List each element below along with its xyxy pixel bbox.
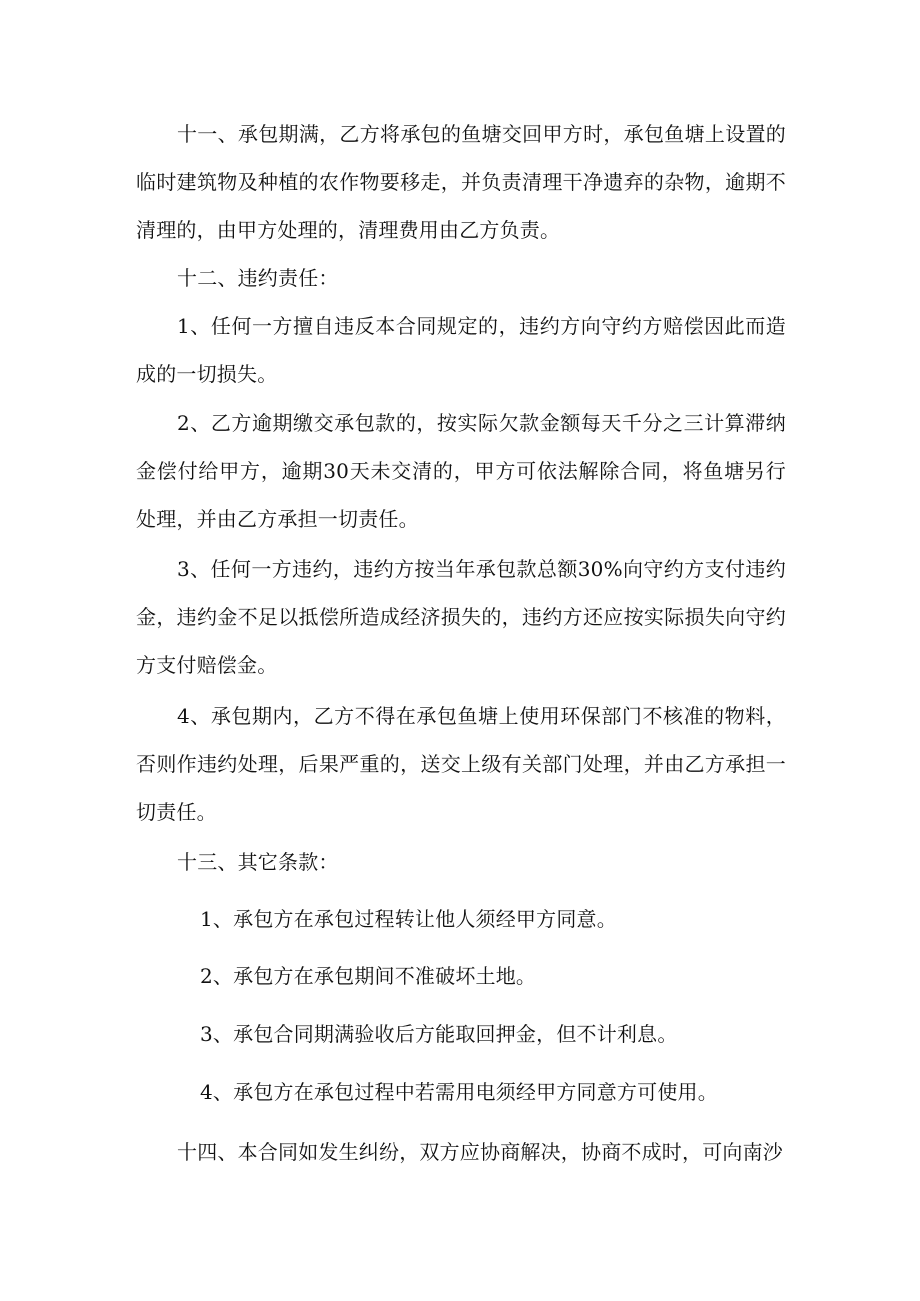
clause-13-item-3: 3、承包合同期满验收后方能取回押金，但不计利息。 — [200, 1022, 678, 1046]
clause-14-paragraph: 十四、本合同如发生纠纷，双方应协商解决，协商不成时，可向南沙 — [177, 1140, 783, 1164]
clause-13-item-1: 1、承包方在承包过程转让他人须经甲方同意。 — [200, 907, 617, 931]
clause-13-item-4: 4、承包方在承包过程中若需用电须经甲方同意方可使用。 — [200, 1080, 718, 1104]
clause-13-title: 十三、其它条款： — [177, 850, 339, 874]
clause-13-item-2: 2、承包方在承包期间不准破坏土地。 — [200, 964, 537, 988]
clause-12-item-2: 2、乙方逾期缴交承包款的，按实际欠款金额每天千分之三计算滞纳金偿付给甲方，逾期30天未交清的，甲方可依法解除合同，将鱼塘另行处理，并由乙方承担一切责任。 — [136, 411, 786, 531]
clause-12-item-1: 1、任何一方擅自违反本合同规定的，违约方向守约方赔偿因此而造成的一切损失。 — [136, 314, 786, 386]
clause-12-item-3: 3、任何一方违约，违约方按当年承包款总额30%向守约方支付违约金，违约金不足以抵偿所造成经济损失的，违约方还应按实际损失向守约方支付赔偿金。 — [136, 557, 786, 677]
clause-12-item-4: 4、承包期内，乙方不得在承包鱼塘上使用环保部门不核准的物料，否则作违约处理，后果严重的，送交上级有关部门处理，并由乙方承担一切责任。 — [136, 704, 786, 824]
clause-11-paragraph: 十一、承包期满，乙方将承包的鱼塘交回甲方时，承包鱼塘上设置的临时建筑物及种植的农作物要移走，并负责清理干净遗弃的杂物，逾期不清理的，由甲方处理的，清理费用由乙方负责。 — [136, 122, 786, 242]
clause-12-title: 十二、违约责任： — [177, 266, 339, 290]
